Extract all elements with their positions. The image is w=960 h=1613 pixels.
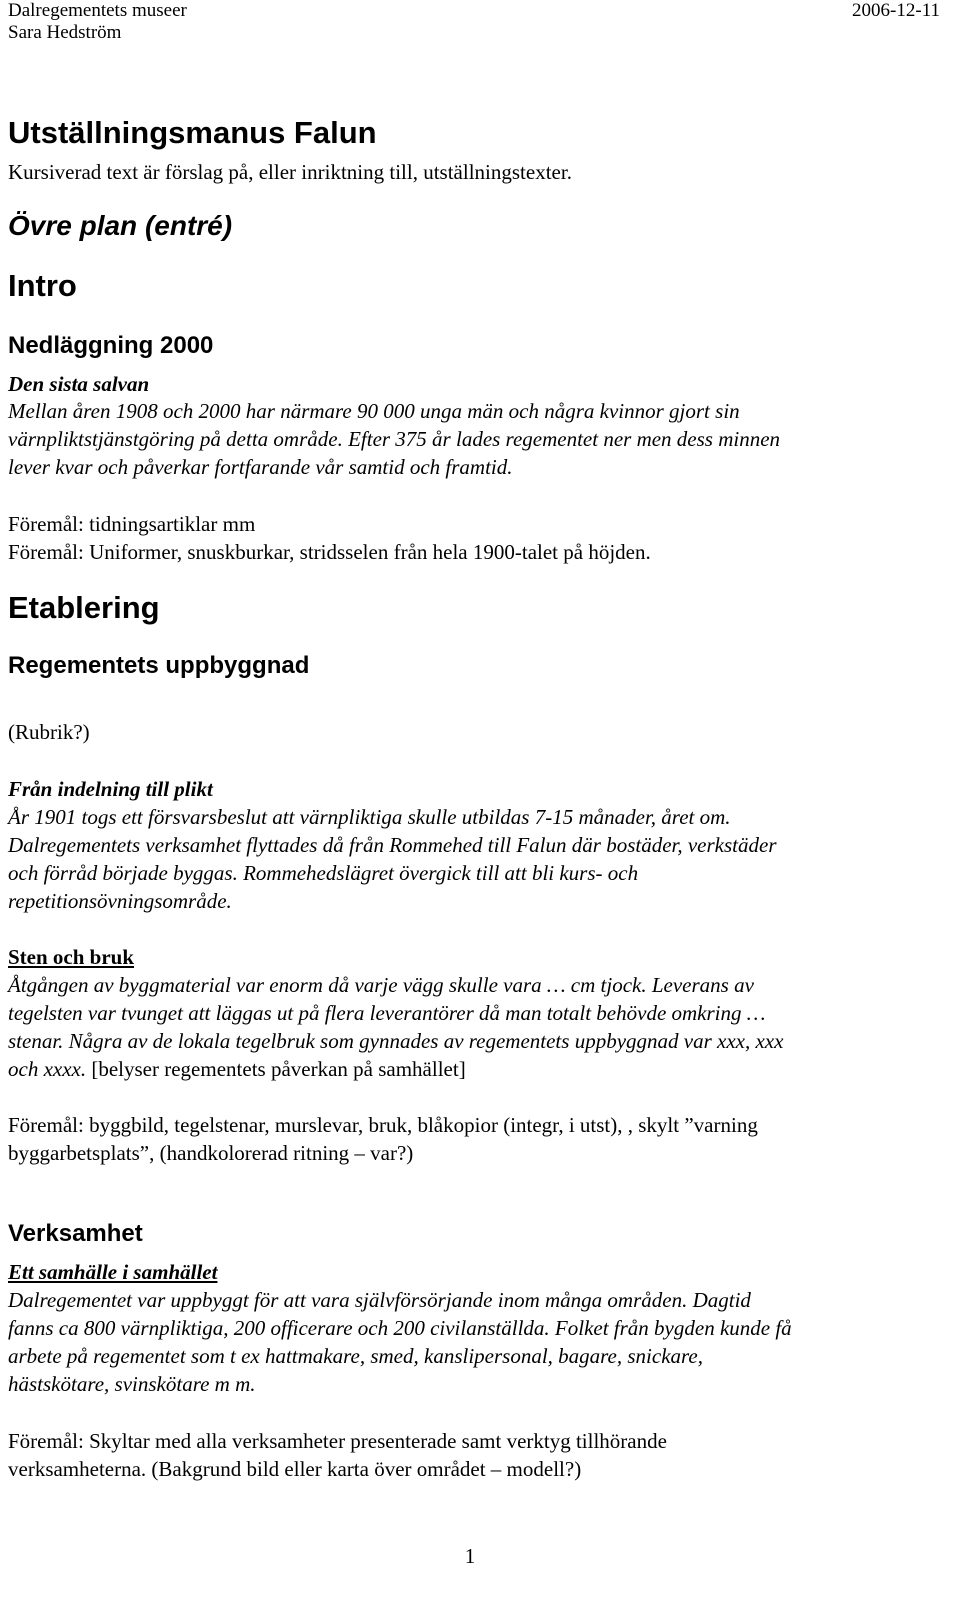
section-etablering: Etablering xyxy=(8,590,160,625)
foremal-bygg-line: Föremål: byggbild, tegelstenar, murslevar, bruk, blåkopior (integr, i utst), , skylt ”varning xyxy=(8,1113,758,1137)
sten-last-normal: [belyser regementets påverkan på samhället] xyxy=(86,1057,466,1081)
salvan-line: värnpliktstjänstgöring på detta område. Efter 375 år lades regementet ner men dess minnen xyxy=(8,427,781,451)
section-uppbyggnad: Regementets uppbyggnad xyxy=(8,652,310,679)
foremal-tidningsartiklar: Föremål: tidningsartiklar mm xyxy=(8,512,256,536)
document-title: Utställningsmanus Falun xyxy=(8,115,377,150)
rubrik-note: (Rubrik?) xyxy=(8,720,90,744)
section-nedlaggning: Nedläggning 2000 xyxy=(8,332,214,359)
foremal-uniformer: Föremål: Uniformer, snuskburkar, stridsselen från hela 1900-talet på höjden. xyxy=(8,540,651,564)
plikt-heading: Från indelning till plikt xyxy=(8,777,213,801)
samhalle-line: Dalregementet var uppbyggt för att vara självförsörjande inom många områden. Dagtid xyxy=(8,1288,751,1312)
salvan-line: Mellan åren 1908 och 2000 har närmare 90 000 unga män och några kvinnor gjort sin xyxy=(8,399,740,423)
section-verksamhet: Verksamhet xyxy=(8,1220,143,1247)
salvan-heading: Den sista salvan xyxy=(8,372,150,396)
document-note: Kursiverad text är förslag på, eller inriktning till, utställningstexter. xyxy=(8,160,572,184)
header-date: 2006-12-11 xyxy=(852,0,940,21)
sten-line: tegelsten var tvunget att läggas ut på flera leverantörer då man totalt behövde omkring … xyxy=(8,1001,766,1025)
plikt-line: Dalregementets verksamhet flyttades då från Rommehed till Falun där bostäder, verkstäder xyxy=(8,833,777,857)
header-author: Sara Hedström xyxy=(8,22,122,43)
section-upper-floor: Övre plan (entré) xyxy=(8,210,233,241)
samhalle-line: hästskötare, svinskötare m m. xyxy=(8,1372,256,1396)
samhalle-line: arbete på regementet som t ex hattmakare, smed, kanslipersonal, bagare, snickare, xyxy=(8,1344,703,1368)
plikt-line: repetitionsövningsområde. xyxy=(8,889,232,913)
sten-heading: Sten och bruk xyxy=(8,945,135,969)
foremal-skyltar-line: verksamheterna. (Bakgrund bild eller karta över området – modell?) xyxy=(8,1457,582,1481)
sten-line-last xyxy=(8,1055,466,1083)
foremal-bygg-line: byggarbetsplats”, (handkolorerad ritning – var?) xyxy=(8,1141,414,1165)
sten-last-italic: och xxxx. xyxy=(8,1057,87,1081)
header-organization: Dalregementets museer xyxy=(8,0,187,21)
plikt-line: År 1901 togs ett försvarsbeslut att värnpliktiga skulle utbildas 7-15 månader, året om. xyxy=(8,805,731,829)
sten-line: Åtgången av byggmaterial var enorm då varje vägg skulle vara … cm tjock. Leverans av xyxy=(8,973,754,997)
page-number: 1 xyxy=(464,1544,476,1568)
sten-line: stenar. Några av de lokala tegelbruk som gynnades av regementets uppbyggnad var xxx, xxx xyxy=(8,1029,784,1053)
samhalle-heading: Ett samhälle i samhället xyxy=(8,1260,218,1284)
section-intro: Intro xyxy=(8,268,77,303)
salvan-line: lever kvar och påverkar fortfarande vår samtid och framtid. xyxy=(8,455,513,479)
plikt-line: och förråd började byggas. Rommehedslägret övergick till att bli kurs- och xyxy=(8,861,639,885)
foremal-skyltar-line: Föremål: Skyltar med alla verksamheter presenterade samt verktyg tillhörande xyxy=(8,1429,667,1453)
samhalle-line: fanns ca 800 värnpliktiga, 200 officerare och 200 civilanställda. Folket från bygden kunde få xyxy=(8,1316,792,1340)
